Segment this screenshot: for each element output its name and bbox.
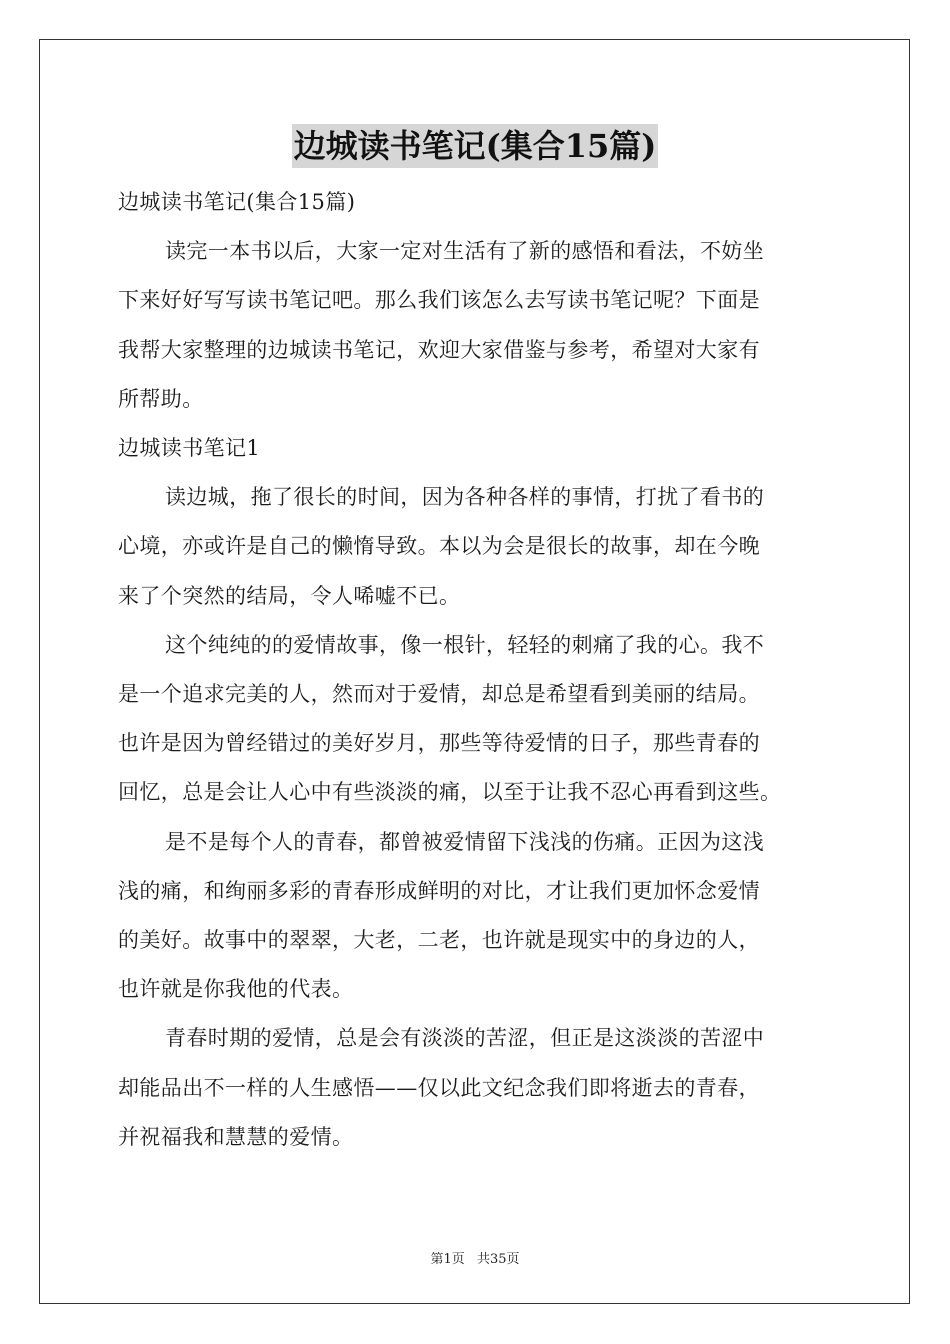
text-line: 也许就是你我他的代表。 <box>118 977 354 1002</box>
page-number: 第1页 <box>430 1252 465 1267</box>
text-line: 是不是每个人的青春，都曾被爱情留下浅浅的伤痛。正因为这浅 <box>165 829 765 854</box>
page-total: 共35页 <box>476 1252 520 1267</box>
page-footer <box>0 1248 950 1267</box>
text-line: 青春时期的爱情，总是会有淡淡的苦涩，但正是这淡淡的苦涩中 <box>165 1026 765 1051</box>
text-line: 却能品出不一样的人生感悟——仅以此文纪念我们即将逝去的青春， <box>118 1075 760 1100</box>
text-line: 读边城，拖了很长的时间，因为各种各样的事情，打扰了看书的 <box>165 485 765 510</box>
document-title: 边城读书笔记(集合15篇) <box>292 124 659 168</box>
text-line: 浅的痛，和绚丽多彩的青春形成鲜明的对比，才让我们更加怀念爱情 <box>118 878 760 903</box>
text-line: 边城读书笔记(集合15篇) <box>118 190 356 214</box>
text-line: 所帮助。 <box>118 386 204 411</box>
text-line: 并祝福我和慧慧的爱情。 <box>118 1124 354 1149</box>
text-line: 也许是因为曾经错过的美好岁月，那些等待爱情的日子，那些青春的 <box>118 731 760 756</box>
text-line: 的美好。故事中的翠翠，大老，二老，也许就是现实中的身边的人， <box>118 928 760 953</box>
text-line: 心境，亦或许是自己的懒惰导致。本以为会是很长的故事，却在今晚 <box>118 534 760 559</box>
text-line: 我帮大家整理的边城读书笔记，欢迎大家借鉴与参考，希望对大家有 <box>118 337 760 362</box>
text-line: 这个纯纯的的爱情故事，像一根针，轻轻的刺痛了我的心。我不 <box>165 632 765 657</box>
text-line: 边城读书笔记1 <box>118 436 261 461</box>
text-line: 下来好好写写读书笔记吧。那么我们该怎么去写读书笔记呢？下面是 <box>118 288 760 313</box>
text-line: 来了个突然的结局，令人唏嘘不已。 <box>118 583 461 608</box>
text-line: 回忆，总是会让人心中有些淡淡的痛，以至于让我不忍心再看到这些。 <box>118 780 782 805</box>
text-line: 是一个追求完美的人，然而对于爱情，却总是希望看到美丽的结局。 <box>118 682 760 707</box>
title-container <box>0 124 950 168</box>
text-line: 读完一本书以后，大家一定对生活有了新的感悟和看法，不妨坐 <box>165 239 765 264</box>
document-body <box>118 178 834 1162</box>
